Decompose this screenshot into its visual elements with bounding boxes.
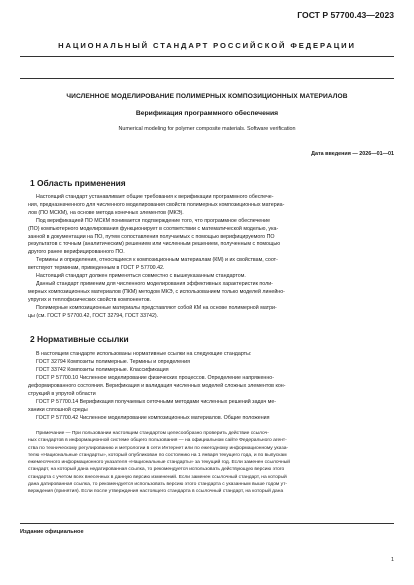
text-line: Настоящий стандарт устанавливает общие требования к верификации программного обеспече- [36, 194, 274, 200]
text-line: (ПО) компьютерного моделирования функционирует в соответствии с математической моделью, ука- [28, 225, 279, 232]
text-line: упругих и теплофизических свойств компонентов. [28, 296, 152, 303]
note-line: телю «Национальные стандарты», который опубликован по состоянию на 1 января текущего года, и по выпускам [28, 452, 287, 458]
section-1-paragraph-4 [28, 273, 393, 281]
text-line: Данный стандарт применим для численного моделирования эффективных характеристик поли- [36, 281, 273, 287]
text-line: ГОСТ Р 57700.14 Верификация получаемых сеточными методами численных решений задач ме- [36, 399, 277, 405]
document-subtitle: Верификация программного обеспечения [135, 110, 279, 117]
text-line: ния, предназначенного для численного моделирования свойств полимерных композиционных материа- [28, 201, 285, 208]
text-line: ГОСТ 33742 Композиты полимерные. Классификация [36, 367, 169, 373]
text-line: ГОСТ Р 57700.42 Численное моделирование композиционных материалов. Общие положения [36, 415, 270, 421]
text-line: Полимерные композиционные материалы представляют собой КМ на основе полимерной матри- [36, 305, 277, 311]
reference-item [28, 367, 393, 375]
text-line: деформированного состояния. Верификация и валидация численных моделей сложных элементов кон- [28, 382, 286, 389]
section-1-paragraph-2 [28, 218, 393, 257]
note-line: ных стандартов в информационной системе общего пользования — на официальном сайте Федерального агент- [28, 438, 287, 444]
note-line: Примечание — При пользовании настоящим стандартом целесообразно проверить действие ссылоч- [36, 431, 269, 436]
note-line: верждения (принятия). Если после утверждения настоящего стандарта в ссылочный стандарт, на который дана [28, 489, 284, 495]
standard-id: ГОСТ Р 57700.43—2023 [297, 10, 394, 20]
text-line: ветствуют терминам, приведенным в ГОСТ Р 57700.42. [28, 264, 165, 271]
reference-item [28, 399, 393, 415]
text-line: Термины и определения, относящиеся к композиционным материалам (КМ) и их свойствам, соот- [36, 257, 278, 263]
text-line: лов (ПО МСКМ), на основе метода конечных элементов (МКЭ). [28, 209, 184, 216]
text-line: другого ранее верифицированного ПО. [28, 249, 125, 256]
official-edition-label: Издание официальное [20, 529, 84, 535]
text-line: результатов с точным (аналитическим) решением или численным решением, полученным с помощью [28, 241, 281, 248]
text-line: мерных композиционных материалов (ПКМ) методом МКЭ, с использованием только моделей линейно- [28, 288, 285, 295]
section-1-heading: 1 Область применения [30, 178, 126, 188]
section-2-intro [28, 351, 393, 359]
note-line: дана датированная ссылка, то рекомендуется использовать версию этого стандарта с указанным выше годом ут- [28, 482, 287, 488]
text-line: Под верификацией ПО МСКМ понимается подтверждение того, что программное обеспечение [36, 218, 271, 224]
banner-divider [20, 78, 394, 79]
section-1-paragraph-5 [28, 281, 393, 304]
section-1-paragraph-1 [28, 194, 393, 217]
reference-item [28, 415, 393, 423]
page-number: 1 [391, 557, 394, 563]
reference-note [28, 430, 393, 496]
text-line: ГОСТ 32794 Композиты полимерные. Термины и определения [36, 359, 190, 365]
reference-item [28, 359, 393, 367]
text-line: ГОСТ Р 57700.10 Численное моделирование физических процессов. Определение напряженно- [36, 375, 274, 381]
footer-divider [20, 523, 394, 524]
text-line: цы (см. ГОСТ Р 57700.42, ГОСТ 32794, ГОСТ 33742). [28, 312, 159, 319]
note-line: ежемесячного информационного указателя «Национальные стандарты» за текущий год. Если заменен ссылочный [28, 460, 291, 466]
effective-date: Дата введения — 2026—01—01 [311, 151, 394, 157]
text-line: ханики сплошной среды [28, 406, 88, 413]
note-line: стандарт, на который дана недатированная ссылка, то рекомендуется использовать действующую версию этого [28, 467, 285, 473]
note-line: стандарта с учетом всех внесенных в данную версию изменений. Если заменен ссылочный стандарт, на который [28, 474, 287, 480]
section-1-paragraph-3 [28, 257, 393, 273]
national-standard-banner: НАЦИОНАЛЬНЫЙ СТАНДАРТ РОССИЙСКОЙ ФЕДЕРАЦИИ [58, 41, 356, 50]
top-divider [20, 56, 394, 57]
text-line: В настоящем стандарте использованы нормативные ссылки на следующие стандарты: [36, 351, 252, 357]
reference-item [28, 375, 393, 398]
section-1-paragraph-6 [28, 305, 393, 321]
text-line: занной в документации на ПО, путем сопоставления получаемых с помощью верифицируемого ПО [28, 233, 275, 240]
text-line: Настоящий стандарт должен применяться совместно с вышеуказанным стандартом. [36, 273, 246, 279]
section-2-heading: 2 Нормативные ссылки [30, 334, 129, 344]
english-title: Numerical modeling for polymer composite materials. Software verification [118, 126, 296, 132]
note-line: ства по техническому регулированию и метрологии в сети Интернет или по ежегодному информационному указа- [28, 445, 289, 451]
document-title: ЧИСЛЕННОЕ МОДЕЛИРОВАНИЕ ПОЛИМЕРНЫХ КОМПОЗИЦИОННЫХ МАТЕРИАЛОВ [66, 93, 348, 100]
text-line: струкций в упругой области [28, 390, 96, 397]
